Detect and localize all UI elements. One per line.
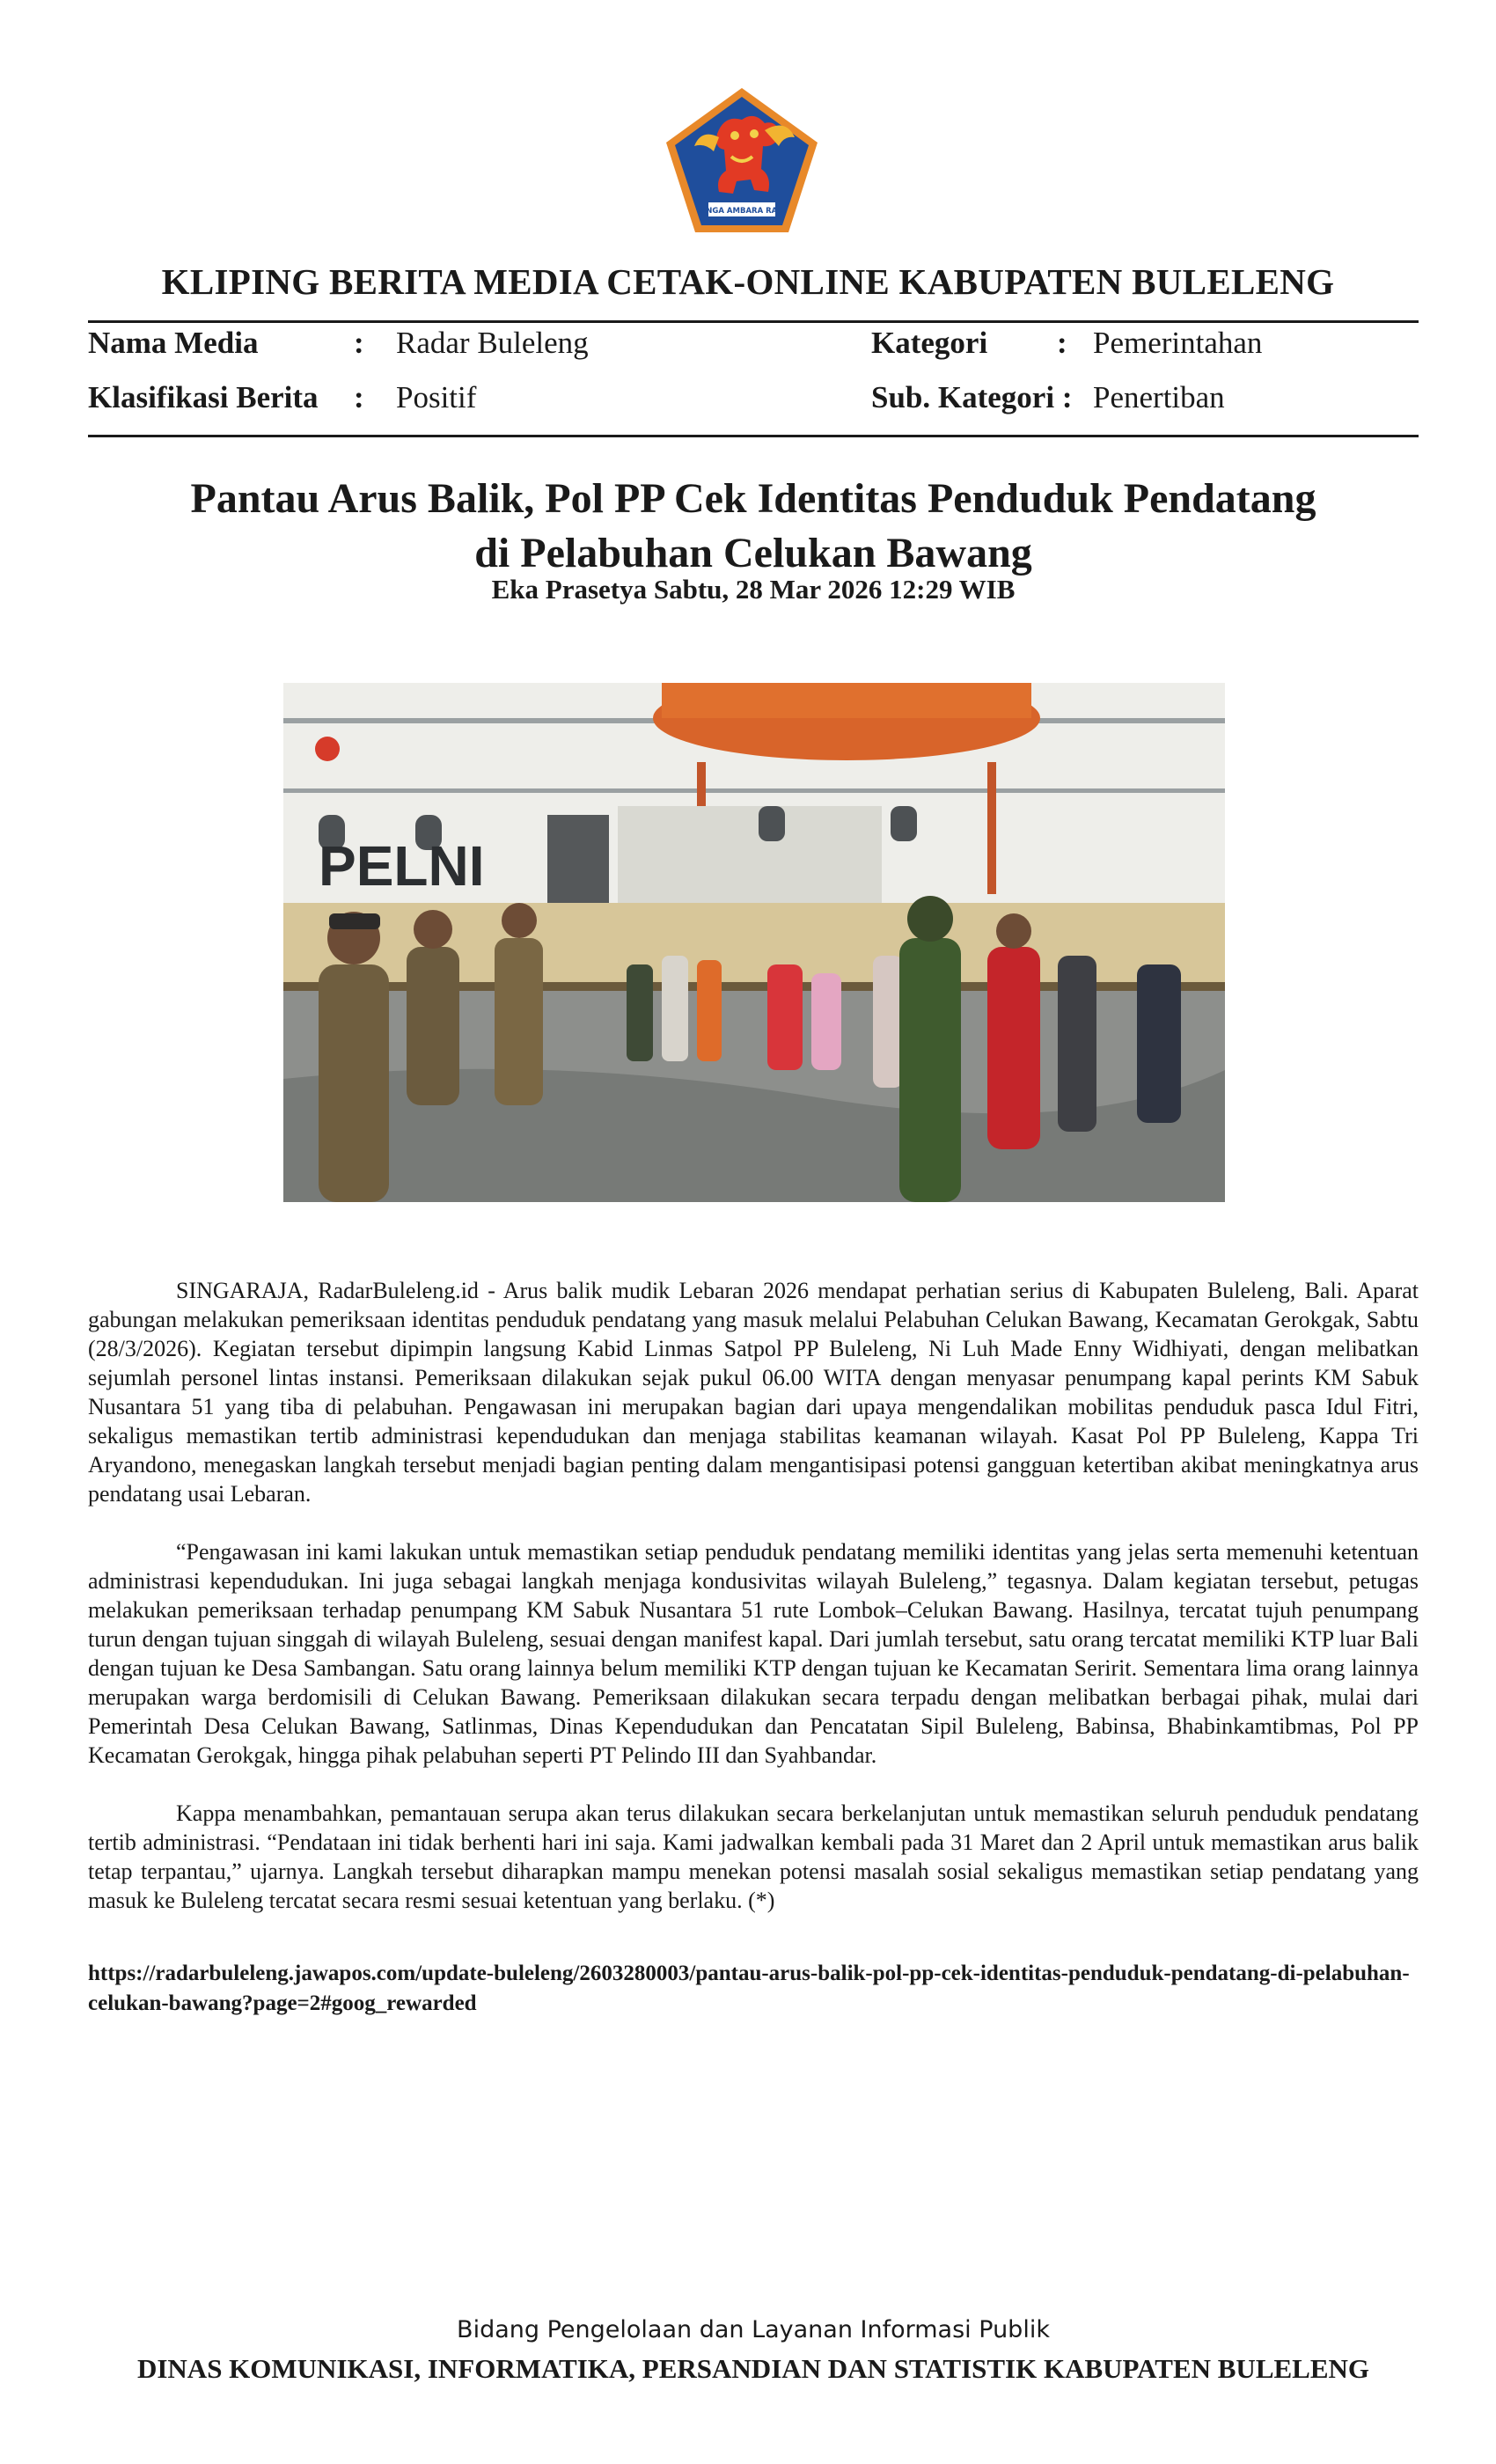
subcategory-label: Sub. Kategori : <box>871 380 1073 414</box>
headline-line-1: Pantau Arus Balik, Pol PP Cek Identitas Penduduk Pendatang <box>190 475 1316 522</box>
svg-text:PELNI: PELNI <box>319 834 485 898</box>
separator: : <box>1057 326 1067 360</box>
meta-row-media <box>88 326 1419 370</box>
category-label: Kategori <box>871 326 988 360</box>
article-paragraph: “Pengawasan ini kami lakukan untuk memastikan setiap penduduk pendatang memiliki identitas yang jelas serta memenuhi ketentuan administrasi kependudukan. Ini juga sebagai langkah menjaga kondusivitas wilayah Buleleng,” tegasnya. Dalam kegiatan tersebut, petugas melakukan pemeriksaan terhadap penumpang KM Sabuk Nusantara 51 rute Lombok–Celukan Bawang. Hasilnya, tercatat tujuh penumpang turun dengan tujuan singgah di wilayah Buleleng, sesuai dengan manifest kapal. Dari jumlah tersebut, satu orang tercatat memiliki KTP luar Bali dengan tujuan ke Desa Sambangan. Satu orang lainnya belum memiliki KTP dengan tujuan ke Kecamatan Seririt. Sementara lima orang lainnya merupakan warga berdomisili di Celukan Bawang. Pemeriksaan dilakukan secara terpadu dengan melibatkan berbagai pihak, mulai dari Pemerintah Desa Celukan Bawang, Satlinmas, Dinas Kependudukan dan Pencatatan Sipil Buleleng, Babinsa, Bhabinkamtibmas, Pol PP Kecamatan Gerokgak, hingga pihak pelabuhan seperti PT Pelindo III dan Syahbandar. <box>88 1539 1419 1768</box>
classification-value: Positif <box>396 380 477 414</box>
separator: : <box>354 380 364 414</box>
footer-unit: Bidang Pengelolaan dan Layanan Informasi Publik <box>457 2316 1050 2343</box>
media-label: Nama Media <box>88 326 259 360</box>
article-paragraph: Kappa menambahkan, pemantauan serupa akan terus dilakukan secara berkelanjutan untuk memastikan seluruh penduduk pendatang tertib administrasi. “Pendataan ini tidak berhenti hari ini saja. Kami jadwalkan kembali pada 31 Maret dan 2 April untuk memastikan arus balik tetap terpantau,” ujarnya. Langkah tersebut diharapkan mampu menekan potensi masalah sosial sekaligus memastikan setiap pendatang yang masuk ke Buleleng tercatat secara resmi sesuai ketentuan yang berlaku. (*) <box>88 1800 1419 1913</box>
media-value: Radar Buleleng <box>396 326 589 360</box>
footer-agency: DINAS KOMUNIKASI, INFORMATIKA, PERSANDIAN DAN STATISTIK KABUPATEN BULELENG <box>136 2353 1370 2384</box>
classification-label: Klasifikasi Berita <box>88 380 319 414</box>
meta-row-classification <box>88 380 1419 424</box>
source-link[interactable]: https://radarbuleleng.jawapos.com/update-buleleng/2603280003/pantau-arus-balik-pol-pp-cek-identitas-penduduk-pendatang-di-pelabuhan-celukan-bawang?page=2#goog_rewarded <box>88 1962 1410 2015</box>
article-headline <box>88 472 1419 581</box>
document-title: KLIPING BERITA MEDIA CETAK-ONLINE KABUPATEN BULELENG <box>161 261 1335 302</box>
singa-ambara-raja-emblem-icon <box>663 84 821 236</box>
separator: : <box>354 326 364 360</box>
headline-line-2: di Pelabuhan Celukan Bawang <box>474 530 1032 576</box>
buleleng-regency-logo <box>663 84 821 236</box>
article-byline: Eka Prasetya Sabtu, 28 Mar 2026 12:29 WIB <box>491 574 1016 605</box>
article-body <box>88 1276 1419 1944</box>
divider <box>88 435 1419 437</box>
article-paragraph: SINGARAJA, RadarBuleleng.id - Arus balik mudik Lebaran 2026 mendapat perhatian serius di Kabupaten Buleleng, Bali. Aparat gabungan melakukan pemeriksaan identitas penduduk pendatang yang masuk melalui Pelabuhan Celukan Bawang, Kecamatan Gerokgak, Sabtu (28/3/2026). Kegiatan tersebut dipimpin langsung Kabid Linmas Satpol PP Buleleng, Ni Luh Made Enny Widhiyati, dengan melibatkan sejumlah personel lintas instansi. Pemeriksaan dilakukan sejak pukul 06.00 WITA dengan menyasar penumpang kapal perints KM Sabuk Nusantara 51 yang tiba di pelabuhan. Pengawasan ini merupakan bagian dari upaya mengendalikan mobilitas penduduk pasca Idul Fitri, sekaligus memastikan tertib administrasi kependudukan dan menjaga stabilitas keamanan wilayah. Kasat Pol PP Buleleng, Kappa Tri Aryandono, menegaskan langkah tersebut menjadi bagian penting dalam mengantisipasi potensi gangguan ketertiban akibat meningkatnya arus pendatang usai Lebaran. <box>88 1278 1419 1507</box>
divider <box>88 320 1419 323</box>
article-photo <box>283 683 1225 1202</box>
svg-text:SINGA AMBARA RAJA: SINGA AMBARA RAJA <box>698 207 786 216</box>
subcategory-value: Penertiban <box>1093 380 1225 414</box>
category-value: Pemerintahan <box>1093 326 1263 360</box>
